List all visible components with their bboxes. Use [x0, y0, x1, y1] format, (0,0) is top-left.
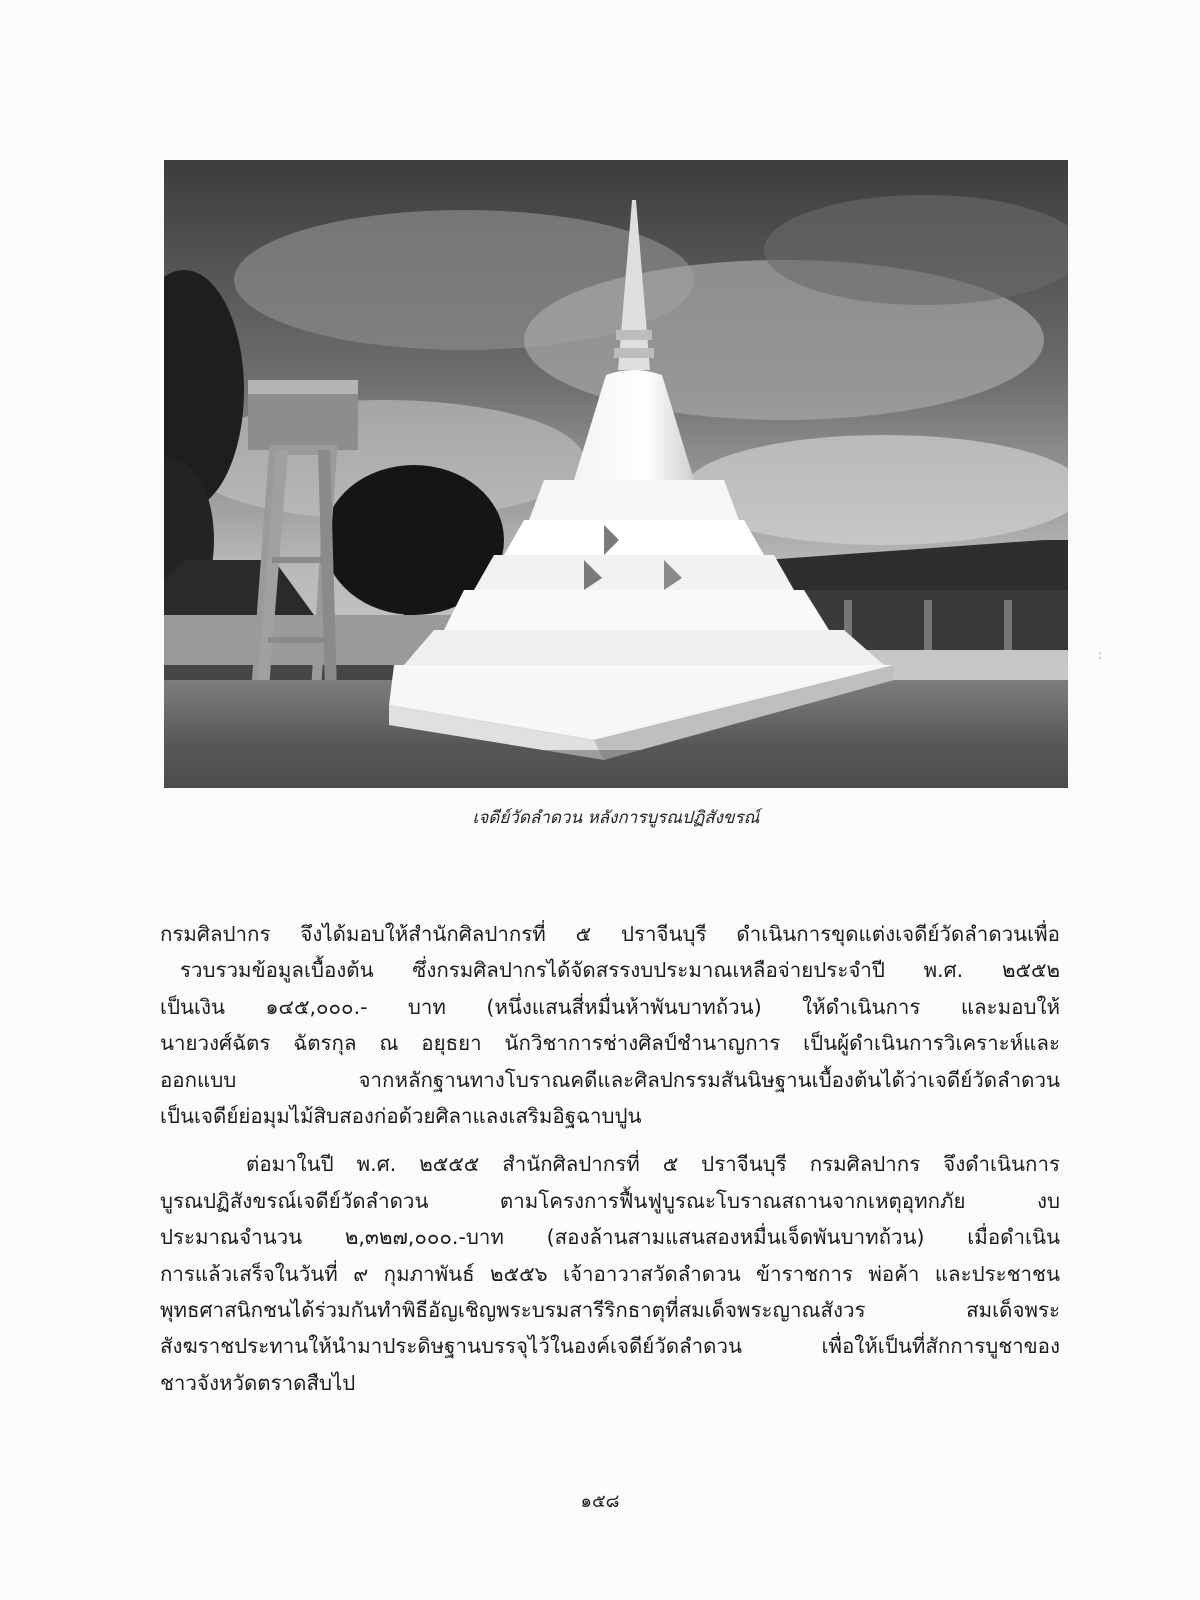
paragraph-1-line: รวบรวมข้อมูลเบื้องต้น ซึ่งกรมศิลปากรได้จัดสรรงบประมาณเหลือจ่ายประจำปี พ.ศ. ๒๕๕๒ — [180, 958, 1060, 983]
margin-mark: : — [1098, 648, 1103, 662]
paragraph-1-line: เป็นเงิน ๑๔๕,๐๐๐.- บาท (หนึ่งแสนสี่หมื่นห้าพันบาทถ้วน) ให้ดำเนินการ และมอบให้ — [160, 994, 1060, 1019]
paragraph-2-line: ประมาณจำนวน ๒,๓๒๗,๐๐๐.-บาท (สองล้านสามแสนสองหมื่นเจ็ดพันบาทถ้วน) เมื่อดำเนิน — [160, 1225, 1060, 1250]
paragraph-1-line: ออกแบบ จากหลักฐานทางโบราณคดีและศิลปกรรมสันนิษฐานเบื้องต้นได้ว่าเจดีย์วัดลำดวน — [160, 1067, 1060, 1092]
stupa-photo-image — [164, 160, 1068, 788]
paragraph-2-line: ต่อมาในปี พ.ศ. ๒๕๕๕ สำนักศิลปากรที่ ๕ ปราจีนบุรี กรมศิลปากร จึงดำเนินการ — [246, 1152, 1060, 1177]
paragraph-2-line: พุทธศาสนิกชนได้ร่วมกันทำพิธีอัญเชิญพระบรมสารีริกธาตุที่สมเด็จพระญาณสังวร สมเด็จพระ — [160, 1298, 1060, 1323]
photo-caption: เจดีย์วัดลำดวน หลังการบูรณปฏิสังขรณ์ — [472, 808, 760, 828]
paragraph-gap — [160, 1134, 1060, 1146]
paragraph-2-line: บูรณปฏิสังขรณ์เจดีย์วัดลำดวน ตามโครงการฟื้นฟูบูรณะโบราณสถานจากเหตุอุทกภัย งบ — [160, 1188, 1060, 1213]
page-number: ๑๕๘ — [580, 1491, 620, 1512]
paragraph-2-line: การแล้วเสร็จในวันที่ ๙ กุมภาพันธ์ ๒๕๕๖ เจ้าอาวาสวัดลำดวน ข้าราชการ พ่อค้า และประชาชน — [160, 1261, 1060, 1286]
paragraph-1-line: นายวงศ์ฉัตร ฉัตรกุล ณ อยุธยา นักวิชาการช่างศิลป์ชำนาญการ เป็นผู้ดำเนินการวิเคราะห์และ — [160, 1031, 1060, 1056]
paragraph-1-line: กรมศิลปากร จึงได้มอบให้สำนักศิลปากรที่ ๕ ปราจีนบุรี ดำเนินการขุดแต่งเจดีย์วัดลำดวนเพื่อ — [160, 922, 1060, 946]
stupa-photo — [164, 160, 1068, 788]
paragraph-1-line: เป็นเจดีย์ย่อมุมไม้สิบสองก่อด้วยศิลาแลงเสริมอิฐฉาบปูน — [160, 1104, 642, 1129]
body-text — [160, 916, 1060, 1401]
paragraph-2-line: สังฆราชประทานให้นำมาประดิษฐานบรรจุไว้ในองค์เจดีย์วัดลำดวน เพื่อให้เป็นที่สักการบูชาของ — [160, 1334, 1060, 1359]
paragraph-2-line: ชาวจังหวัดตราดสืบไป — [160, 1370, 356, 1395]
